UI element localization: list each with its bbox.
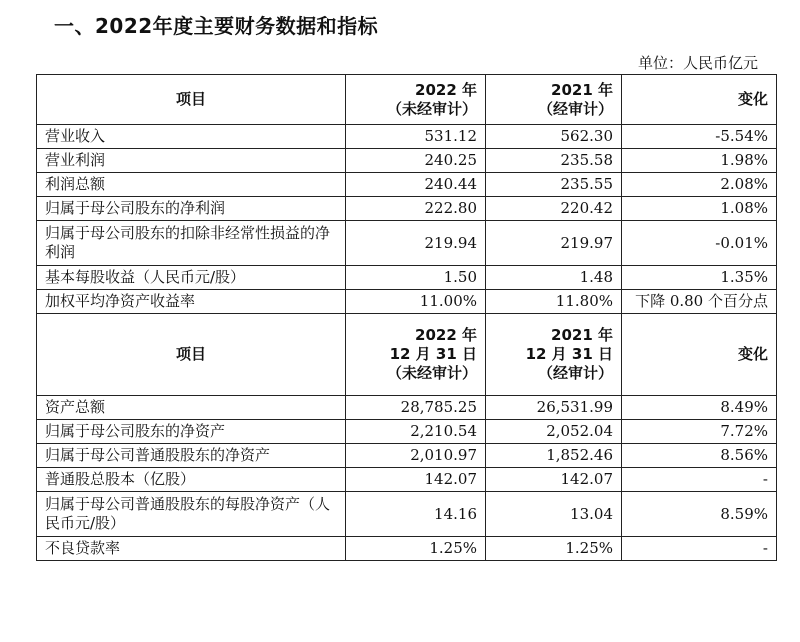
row-change: - <box>622 468 777 492</box>
header-line: （经审计） <box>537 364 613 382</box>
row-change: 7.72% <box>622 420 777 444</box>
row-change: - <box>622 537 777 561</box>
row-value-2021: 220.42 <box>486 197 622 221</box>
row-change: 2.08% <box>622 173 777 197</box>
table1-header-2021 <box>486 75 622 125</box>
row-value-2021: 219.97 <box>486 221 622 266</box>
row-value-2021: 142.07 <box>486 468 622 492</box>
table-row <box>37 125 777 149</box>
header-line: （未经审计） <box>386 364 477 382</box>
row-change: 1.98% <box>622 149 777 173</box>
row-value-2021: 1,852.46 <box>486 444 622 468</box>
row-value-2021: 13.04 <box>486 492 622 537</box>
row-value-2022: 2,010.97 <box>346 444 486 468</box>
table1-header-item: 项目 <box>37 75 346 125</box>
table-row <box>37 221 777 266</box>
row-value-2021: 235.58 <box>486 149 622 173</box>
financial-table <box>36 74 777 561</box>
row-item: 基本每股收益（人民币元/股） <box>37 266 346 290</box>
row-value-2022: 1.25% <box>346 537 486 561</box>
table-row <box>37 197 777 221</box>
row-item: 归属于母公司股东的净利润 <box>37 197 346 221</box>
table-row <box>37 537 777 561</box>
table2-header-item: 项目 <box>37 314 346 396</box>
row-value-2021: 2,052.04 <box>486 420 622 444</box>
row-change: 下降 0.80 个百分点 <box>622 290 777 314</box>
table2-header-2021 <box>486 314 622 396</box>
row-item: 不良贷款率 <box>37 537 346 561</box>
row-value-2022: 14.16 <box>346 492 486 537</box>
row-value-2022: 142.07 <box>346 468 486 492</box>
table1-header-change: 变化 <box>622 75 777 125</box>
section-title: 一、2022年度主要财务数据和指标 <box>54 14 379 38</box>
table-row <box>37 396 777 420</box>
header-line: （未经审计） <box>386 99 477 118</box>
table-row <box>37 266 777 290</box>
row-change: 8.56% <box>622 444 777 468</box>
table-row <box>37 444 777 468</box>
row-item: 加权平均净资产收益率 <box>37 290 346 314</box>
row-change: 8.59% <box>622 492 777 537</box>
row-value-2022: 240.25 <box>346 149 486 173</box>
row-item: 营业利润 <box>37 149 346 173</box>
table2-header-change: 变化 <box>622 314 777 396</box>
table-row <box>37 149 777 173</box>
row-change: 8.49% <box>622 396 777 420</box>
row-item: 营业收入 <box>37 125 346 149</box>
row-value-2021: 26,531.99 <box>486 396 622 420</box>
table-row <box>37 290 777 314</box>
row-value-2022: 219.94 <box>346 221 486 266</box>
row-item: 归属于母公司股东的净资产 <box>37 420 346 444</box>
table-row <box>37 492 777 537</box>
unit-note: 单位：人民币亿元 <box>637 54 758 72</box>
row-item: 资产总额 <box>37 396 346 420</box>
row-item: 归属于母公司普通股股东的净资产 <box>37 444 346 468</box>
row-item: 利润总额 <box>37 173 346 197</box>
row-value-2022: 240.44 <box>346 173 486 197</box>
row-change: 1.08% <box>622 197 777 221</box>
table2-header-row <box>37 314 777 396</box>
header-line: 2021 年 <box>551 80 613 99</box>
row-value-2022: 11.00% <box>346 290 486 314</box>
row-item: 普通股总股本（亿股） <box>37 468 346 492</box>
row-item: 归属于母公司股东的扣除非经常性损益的净利润 <box>37 221 346 266</box>
table1-header-row <box>37 75 777 125</box>
row-value-2022: 1.50 <box>346 266 486 290</box>
row-change: -5.54% <box>622 125 777 149</box>
row-value-2022: 28,785.25 <box>346 396 486 420</box>
header-line: 12 月 31 日 <box>389 345 477 363</box>
header-line: （经审计） <box>537 99 613 118</box>
row-item: 归属于母公司普通股股东的每股净资产（人民币元/股） <box>37 492 346 537</box>
row-value-2021: 235.55 <box>486 173 622 197</box>
row-value-2022: 222.80 <box>346 197 486 221</box>
header-line: 2022 年 <box>415 80 477 99</box>
row-value-2021: 1.25% <box>486 537 622 561</box>
header-line: 2022 年 <box>415 326 477 344</box>
row-value-2021: 562.30 <box>486 125 622 149</box>
row-change: -0.01% <box>622 221 777 266</box>
row-value-2021: 1.48 <box>486 266 622 290</box>
table1-header-2022 <box>346 75 486 125</box>
table-row <box>37 173 777 197</box>
row-value-2022: 531.12 <box>346 125 486 149</box>
table-row <box>37 420 777 444</box>
row-value-2021: 11.80% <box>486 290 622 314</box>
table2-header-2022 <box>346 314 486 396</box>
header-line: 2021 年 <box>551 326 613 344</box>
row-value-2022: 2,210.54 <box>346 420 486 444</box>
row-change: 1.35% <box>622 266 777 290</box>
header-line: 12 月 31 日 <box>525 345 613 363</box>
table-row <box>37 468 777 492</box>
